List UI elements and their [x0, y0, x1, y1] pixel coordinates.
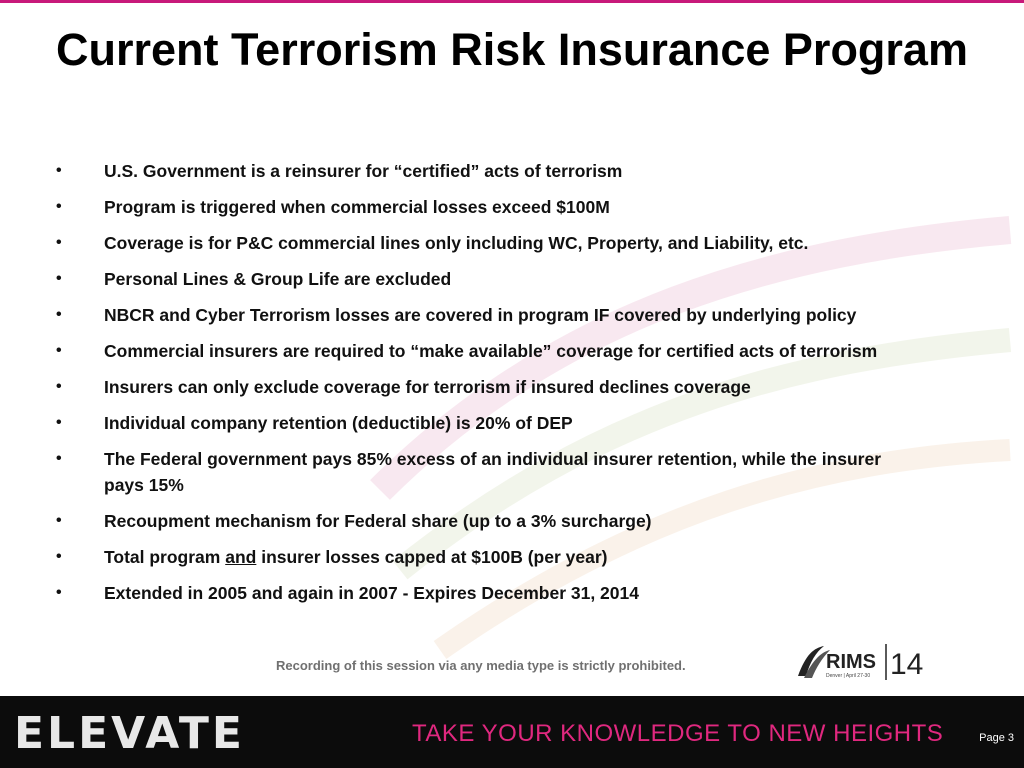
- page-number: Page 3: [979, 732, 1014, 744]
- bullet-item: [0, 446, 924, 498]
- bullet-text-after: insurer losses capped at $100B (per year): [256, 547, 608, 567]
- bullet-glyph: •: [56, 342, 62, 359]
- rims-14-logo: [796, 640, 928, 684]
- bullet-text: Individual company retention (deductible) is 20% of DEP: [104, 413, 573, 433]
- bullet-text: Program is triggered when commercial losses exceed $100M: [104, 197, 610, 217]
- bullet-glyph: •: [56, 162, 62, 179]
- bullet-glyph: •: [56, 450, 62, 467]
- bullet-text: Coverage is for P&C commercial lines only including WC, Property, and Liability, etc.: [104, 233, 809, 253]
- bullet-item: [0, 580, 924, 606]
- bullet-item: [0, 158, 924, 184]
- bullet-text: U.S. Government is a reinsurer for “certified” acts of terrorism: [104, 161, 623, 181]
- bullet-text: Recoupment mechanism for Federal share (up to a 3% surcharge): [104, 511, 652, 531]
- logo-name: RIMS: [826, 651, 876, 673]
- bullet-item: [0, 508, 924, 534]
- bullet-text: The Federal government pays 85% excess of an individual insurer retention, while the insurer pays 15%: [104, 449, 882, 495]
- bullet-glyph: •: [56, 584, 62, 601]
- bullet-item: [0, 266, 924, 292]
- bullet-text-underlined: and: [225, 547, 257, 567]
- recording-notice: Recording of this session via any media type is strictly prohibited.: [276, 658, 686, 673]
- bullet-text: Commercial insurers are required to “make available” coverage for certified acts of terrorism: [104, 341, 878, 361]
- bullet-text: Insurers can only exclude coverage for terrorism if insured declines coverage: [104, 377, 751, 397]
- bullet-list: [0, 158, 1024, 616]
- bullet-text: Extended in 2005 and again in 2007 - Expires December 31, 2014: [104, 583, 639, 603]
- bullet-item: [0, 410, 924, 436]
- bullet-glyph: •: [56, 512, 62, 529]
- bullet-item: [0, 338, 924, 364]
- bullet-text-before: Total program: [104, 547, 226, 567]
- logo-subtext: Denver | April 27-30: [826, 673, 871, 679]
- bullet-item: [0, 374, 924, 400]
- bullet-glyph: •: [56, 270, 62, 287]
- bullet-glyph: •: [56, 234, 62, 251]
- footer-tagline: TAKE YOUR KNOWLEDGE TO NEW HEIGHTS: [412, 720, 944, 747]
- bullet-glyph: •: [56, 378, 62, 395]
- bullet-item: [0, 230, 924, 256]
- top-accent-rule: [0, 0, 1024, 3]
- bullet-item: [0, 194, 924, 220]
- bullet-text: NBCR and Cyber Terrorism losses are covered in program IF covered by underlying policy: [104, 305, 857, 325]
- bullet-glyph: •: [56, 548, 62, 565]
- footer-bar: [0, 696, 1024, 768]
- bullet-glyph: •: [56, 198, 62, 215]
- bullet-item: [0, 302, 924, 328]
- elevate-brand: ELEVATE: [14, 708, 245, 759]
- bullet-glyph: •: [56, 306, 62, 323]
- slide-title: Current Terrorism Risk Insurance Program: [56, 24, 968, 75]
- logo-number: 14: [890, 648, 924, 681]
- bullet-text: Personal Lines & Group Life are excluded: [104, 269, 452, 289]
- bullet-item: [0, 544, 924, 570]
- bullet-glyph: •: [56, 414, 62, 431]
